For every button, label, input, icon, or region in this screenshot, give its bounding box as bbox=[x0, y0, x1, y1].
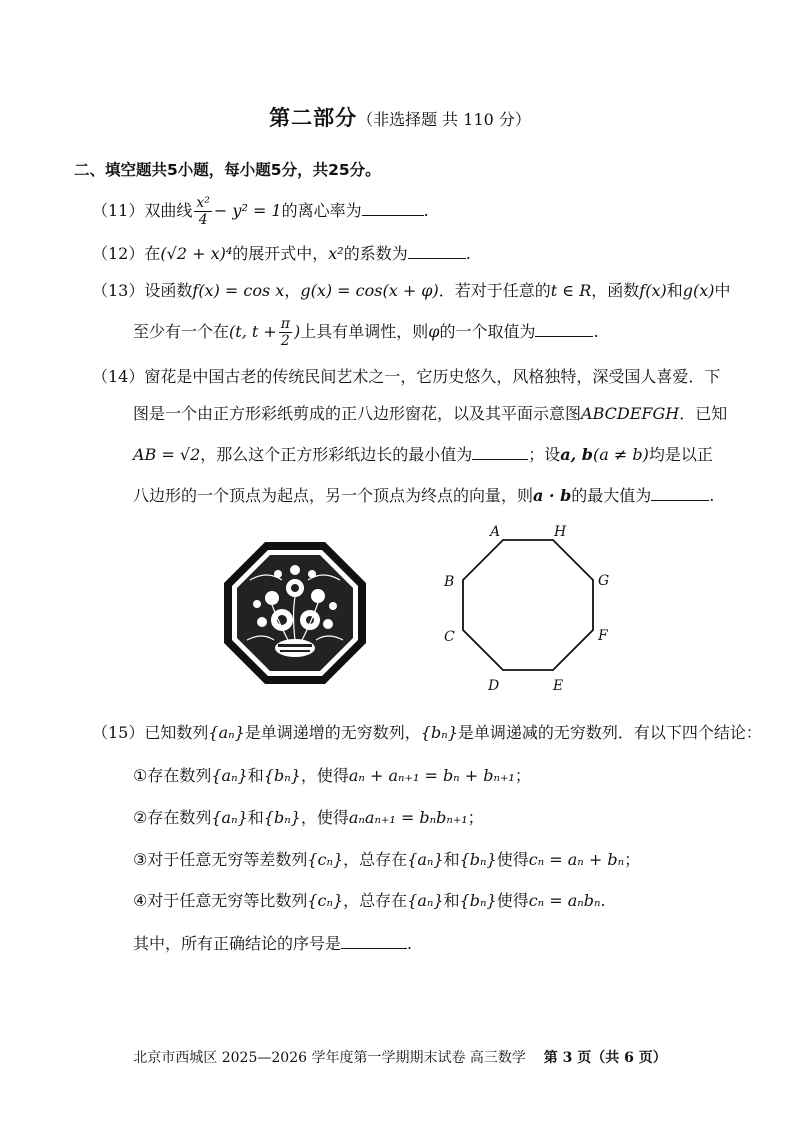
statement-1-equation: aₙ + aₙ₊₁ = bₙ + bₙ₊₁ bbox=[348, 766, 515, 785]
q13-interval-right: ) bbox=[293, 322, 301, 341]
q14-line4-b: 的最大值为 bbox=[571, 486, 652, 505]
statement-4-c: 和 bbox=[443, 891, 460, 910]
q15-statement-3 bbox=[133, 849, 640, 871]
q13-and: 和 bbox=[666, 281, 683, 300]
q14-line4-a: 八边形的一个顶点为起点，另一个顶点为终点的向量，则 bbox=[133, 486, 534, 505]
section-heading: 二、填空题共5小题，每小题5分，共25分。 bbox=[74, 161, 381, 179]
question-13-line1 bbox=[92, 280, 731, 302]
q11-expression: − y² = 1 bbox=[213, 201, 282, 220]
statement-3-equation: cₙ = aₙ + bₙ bbox=[528, 850, 625, 869]
q13-number: （13） bbox=[92, 281, 145, 300]
q14-line3-b: ；设 bbox=[528, 445, 561, 464]
statement-2-c: ，使得 bbox=[300, 808, 349, 827]
page-footer bbox=[0, 1047, 800, 1067]
octagon-label-C: C bbox=[444, 629, 455, 645]
q14-line2-a: 图是一个由正方形彩纸剪成的正八边形窗花，以及其平面示意图 bbox=[133, 404, 582, 423]
q11-number: （11） bbox=[92, 201, 145, 220]
statement-2-b: 和 bbox=[247, 808, 264, 827]
q15-intro-c: 是单调递减的无穷数列．有以下四个结论： bbox=[457, 723, 762, 742]
q14-octagon-name: ABCDEFGH bbox=[581, 404, 680, 423]
q13-line2-b: 上具有单调性，则 bbox=[300, 322, 429, 341]
q11-end: . bbox=[423, 201, 429, 220]
statement-4-bn: {bₙ} bbox=[459, 891, 497, 910]
q15-answer-blank[interactable] bbox=[341, 933, 407, 949]
q13-gx: g(x) bbox=[682, 281, 715, 300]
statement-4-a: 对于任意无穷等比数列 bbox=[147, 891, 308, 910]
question-12 bbox=[92, 243, 471, 265]
q13-line1-a: 设函数 bbox=[144, 281, 193, 300]
q12-post: 的系数为 bbox=[343, 244, 408, 263]
statement-3-bn: {bₙ} bbox=[459, 850, 497, 869]
statement-1-bn: {bₙ} bbox=[263, 766, 301, 785]
statement-2-number: ② bbox=[133, 808, 148, 827]
q14-number: （14） bbox=[92, 367, 145, 386]
question-15-intro bbox=[92, 722, 762, 744]
q13-end: . bbox=[593, 322, 599, 341]
octagon-label-F: F bbox=[598, 628, 608, 644]
q13-pi: π bbox=[280, 316, 290, 332]
part-title-sub: （非选择题 共 110 分） bbox=[357, 110, 531, 129]
q13-phi: φ bbox=[428, 322, 440, 341]
paper-cut-window-flower-image bbox=[222, 540, 368, 686]
q14-ab-length: AB = √2 bbox=[133, 445, 201, 464]
q13-line2-c: 的一个取值为 bbox=[439, 322, 536, 341]
question-13-line2 bbox=[133, 316, 599, 349]
octagon-label-D: D bbox=[488, 678, 500, 694]
q12-end: . bbox=[465, 244, 471, 263]
octagon-label-G: G bbox=[598, 573, 610, 589]
q13-t-in-R: t ∈ R bbox=[550, 281, 592, 300]
q15-statement-1 bbox=[133, 765, 531, 787]
statement-2-end: ； bbox=[467, 808, 484, 827]
q14-answer-blank-1[interactable] bbox=[472, 444, 528, 460]
statement-2-bn: {bₙ} bbox=[263, 808, 301, 827]
q12-number: （12） bbox=[92, 244, 145, 263]
statement-3-c: 和 bbox=[443, 850, 460, 869]
q13-line1-d: 中 bbox=[714, 281, 731, 300]
statement-4-an: {aₙ} bbox=[407, 891, 444, 910]
statement-3-a: 对于任意无穷等差数列 bbox=[147, 850, 308, 869]
q13-answer-blank[interactable] bbox=[535, 321, 593, 337]
part-title bbox=[0, 102, 800, 132]
question-14-line1 bbox=[92, 366, 720, 388]
q15-number: （15） bbox=[92, 723, 145, 742]
q12-expression: (√2 + x)⁴ bbox=[160, 244, 233, 263]
q14-line3-a: ，那么这个正方形彩纸边长的最小值为 bbox=[200, 445, 473, 464]
q15-final-text: 其中，所有正确结论的序号是 bbox=[133, 934, 342, 953]
q14-vectors: a, b bbox=[560, 445, 593, 464]
statement-3-number: ③ bbox=[133, 850, 148, 869]
statement-2-an: {aₙ} bbox=[211, 808, 248, 827]
q14-answer-blank-2[interactable] bbox=[651, 485, 709, 501]
q12-mid: 的展开式中， bbox=[232, 244, 329, 263]
question-11 bbox=[92, 195, 429, 228]
statement-4-cn: {cₙ} bbox=[307, 891, 344, 910]
question-14-line4 bbox=[133, 485, 714, 507]
statement-1-a: 存在数列 bbox=[147, 766, 212, 785]
q12-answer-blank[interactable] bbox=[408, 243, 466, 259]
q11-fraction bbox=[194, 195, 212, 228]
statement-3-cn: {cₙ} bbox=[307, 850, 344, 869]
q14-dot-product: a · b bbox=[533, 486, 572, 505]
q15-intro-b: 是单调递增的无穷数列， bbox=[244, 723, 421, 742]
footer-exam-title: 北京市西城区 2025—2026 学年度第一学期期末试卷 高三数学 bbox=[133, 1050, 526, 1066]
q14-end: . bbox=[709, 486, 715, 505]
statement-4-number: ④ bbox=[133, 891, 148, 910]
octagon-label-E: E bbox=[553, 678, 564, 694]
statement-3-d: 使得 bbox=[496, 850, 529, 869]
q13-interval-left: (t, t + bbox=[229, 322, 277, 341]
q15-bn: {bₙ} bbox=[420, 723, 458, 742]
octagon-label-A: A bbox=[490, 524, 501, 540]
q13-f-def: f(x) = cos x bbox=[192, 281, 285, 300]
q13-pi-fraction bbox=[279, 316, 292, 349]
q14-line2-b: ．已知 bbox=[679, 404, 728, 423]
q15-an: {aₙ} bbox=[208, 723, 245, 742]
q14-condition: (a ≠ b) bbox=[593, 445, 649, 464]
q13-two: 2 bbox=[280, 333, 290, 349]
q15-final-end: . bbox=[407, 934, 413, 953]
q11-frac-num: x² bbox=[196, 195, 210, 211]
part-title-main: 第二部分 bbox=[269, 106, 358, 130]
q11-answer-blank[interactable] bbox=[362, 200, 424, 216]
q11-frac-den: 4 bbox=[198, 212, 208, 228]
octagon-label-B: B bbox=[444, 574, 455, 590]
q13-comma: ， bbox=[284, 281, 301, 300]
statement-1-number: ① bbox=[133, 766, 148, 785]
statement-1-an: {aₙ} bbox=[211, 766, 248, 785]
statement-3-end: ； bbox=[624, 850, 641, 869]
q13-fx: f(x) bbox=[639, 281, 667, 300]
q13-line1-c: ，函数 bbox=[591, 281, 640, 300]
statement-1-b: 和 bbox=[247, 766, 264, 785]
q13-line1-b: ．若对于任意的 bbox=[438, 281, 551, 300]
statement-3-an: {aₙ} bbox=[407, 850, 444, 869]
octagon-label-H: H bbox=[554, 524, 567, 540]
statement-4-b: ，总存在 bbox=[343, 891, 408, 910]
q15-intro-a: 已知数列 bbox=[144, 723, 209, 742]
statement-4-d: 使得 bbox=[496, 891, 529, 910]
q11-pre: 双曲线 bbox=[144, 201, 193, 220]
octagon-diagram bbox=[430, 520, 630, 700]
q13-line2-a: 至少有一个在 bbox=[133, 322, 230, 341]
statement-1-c: ，使得 bbox=[300, 766, 349, 785]
question-14-line2 bbox=[133, 403, 727, 425]
q15-statement-4 bbox=[133, 890, 606, 912]
statement-3-b: ，总存在 bbox=[343, 850, 408, 869]
q15-final bbox=[133, 933, 412, 955]
q13-g-def: g(x) = cos(x + φ) bbox=[300, 281, 439, 300]
q15-statement-2 bbox=[133, 807, 484, 829]
statement-2-a: 存在数列 bbox=[147, 808, 212, 827]
statement-4-end: . bbox=[600, 891, 606, 910]
q14-line3-c: 均是以正 bbox=[648, 445, 713, 464]
question-14-line3 bbox=[133, 444, 713, 466]
statement-1-end: ； bbox=[514, 766, 531, 785]
statement-2-equation: aₙaₙ₊₁ = bₙbₙ₊₁ bbox=[348, 808, 468, 827]
q11-post: 的离心率为 bbox=[281, 201, 362, 220]
q14-line1: 窗花是中国古老的传统民间艺术之一，它历史悠久，风格独特，深受国人喜爱．下 bbox=[144, 367, 721, 386]
footer-page-number: 第 3 页（共 6 页） bbox=[543, 1050, 667, 1066]
statement-4-equation: cₙ = aₙbₙ bbox=[528, 891, 601, 910]
q12-pre: 在 bbox=[144, 244, 161, 263]
octagon-shape bbox=[463, 540, 593, 670]
q12-variable: x² bbox=[328, 244, 344, 263]
